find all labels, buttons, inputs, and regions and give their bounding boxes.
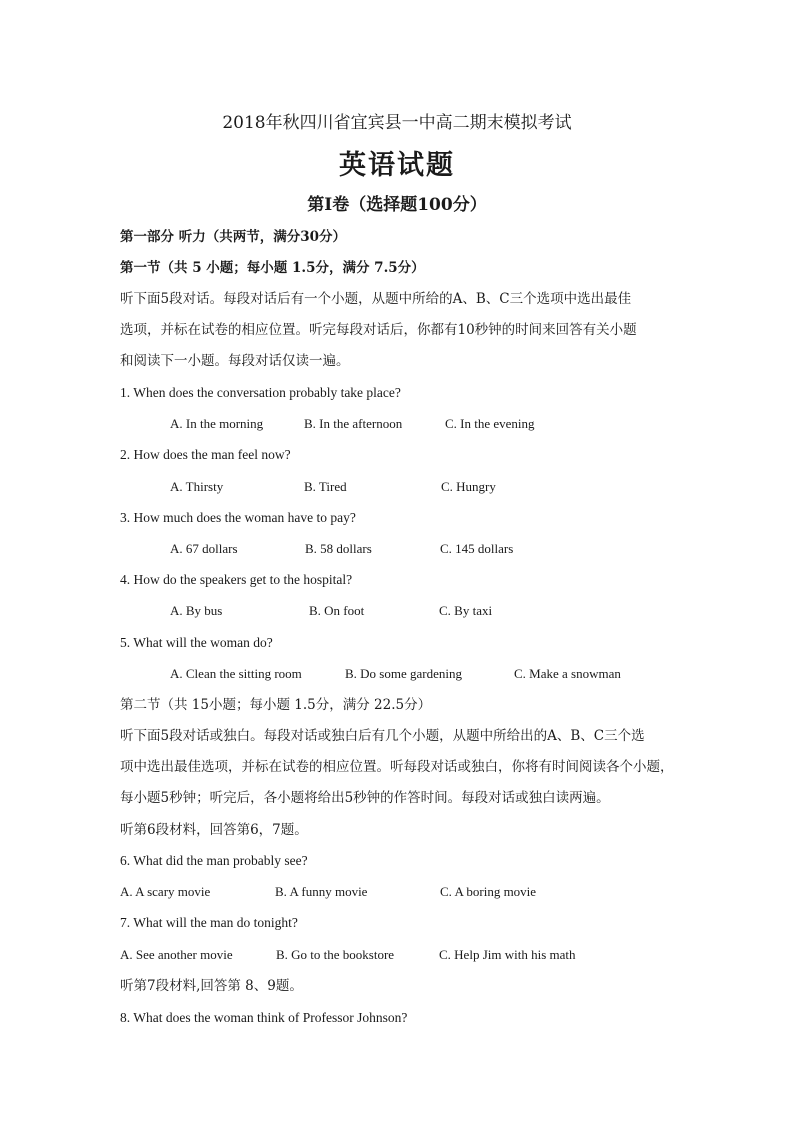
section2-heading: 第二节（共 15小题；每小题 1.5分，满分 22.5分）	[120, 697, 432, 713]
material-note: 听第7段材料,回答第 8、9题。	[120, 978, 303, 994]
option-a: A. Clean the sitting room	[170, 666, 302, 681]
question-stem: 7. What will the man do tonight?	[120, 915, 298, 930]
instruction-line: 和阅读下一小题。每段对话仅读一遍。	[120, 353, 350, 369]
option-b: B. 58 dollars	[305, 541, 372, 556]
option-c: C. Make a snowman	[514, 666, 621, 681]
question-stem: 1. When does the conversation probably take place?	[120, 385, 401, 400]
question-stem: 3. How much does the woman have to pay?	[120, 510, 356, 525]
question-stem: 8. What does the woman think of Professor Johnson?	[120, 1010, 408, 1025]
option-b: B. A funny movie	[275, 884, 368, 899]
question-stem: 5. What will the woman do?	[120, 635, 273, 650]
question-stem: 2. How does the man feel now?	[120, 447, 291, 462]
option-b: B. In the afternoon	[304, 416, 403, 431]
instruction-line: 选项，并标在试卷的相应位置。听完每段对话后，你都有10秒钟的时间来回答有关小题	[120, 322, 637, 338]
option-c: C. In the evening	[445, 416, 535, 431]
option-a: A. Thirsty	[170, 479, 224, 494]
option-a: A. In the morning	[170, 416, 264, 431]
part1-heading: 第一部分 听力（共两节，满分30分）	[120, 229, 346, 245]
subject-title: 英语试题	[339, 150, 455, 181]
option-c: C. 145 dollars	[440, 541, 514, 556]
instruction-line: 每小题5秒钟；听完后，各小题将给出5秒钟的作答时间。每段对话或独白读两遍。	[120, 790, 610, 806]
exam-title: 2018年秋四川省宜宾县一中高二期末模拟考试	[222, 113, 572, 133]
option-a: A. A scary movie	[120, 884, 211, 899]
instruction-line: 听下面5段对话或独白。每段对话或独白后有几个小题，从题中所给出的A、B、C三个选	[120, 728, 645, 744]
instruction-line: 项中选出最佳选项，并标在试卷的相应位置。听每段对话或独白，你将有时间阅读各个小题，	[120, 759, 674, 775]
option-b: B. On foot	[309, 603, 365, 618]
option-c: C. By taxi	[439, 603, 493, 618]
option-c: C. A boring movie	[440, 884, 537, 899]
option-a: A. See another movie	[120, 947, 233, 962]
option-c: C. Help Jim with his math	[439, 947, 576, 962]
option-a: A. By bus	[170, 603, 223, 618]
option-a: A. 67 dollars	[170, 541, 238, 556]
option-b: B. Go to the bookstore	[276, 947, 395, 962]
option-b: B. Tired	[304, 479, 347, 494]
question-stem: 6. What did the man probably see?	[120, 853, 308, 868]
volume-title: 第Ⅰ卷（选择题100分）	[307, 195, 487, 215]
section1-heading: 第一节（共 5 小题；每小题 1.5分，满分 7.5分）	[120, 260, 425, 276]
question-stem: 4. How do the speakers get to the hospital?	[120, 572, 353, 587]
material-note: 听第6段材料，回答第6，7题。	[120, 822, 308, 838]
instruction-line: 听下面5段对话。每段对话后有一个小题，从题中所给的A、B、C三个选项中选出最佳	[120, 291, 632, 307]
option-c: C. Hungry	[441, 479, 496, 494]
option-b: B. Do some gardening	[345, 666, 462, 681]
